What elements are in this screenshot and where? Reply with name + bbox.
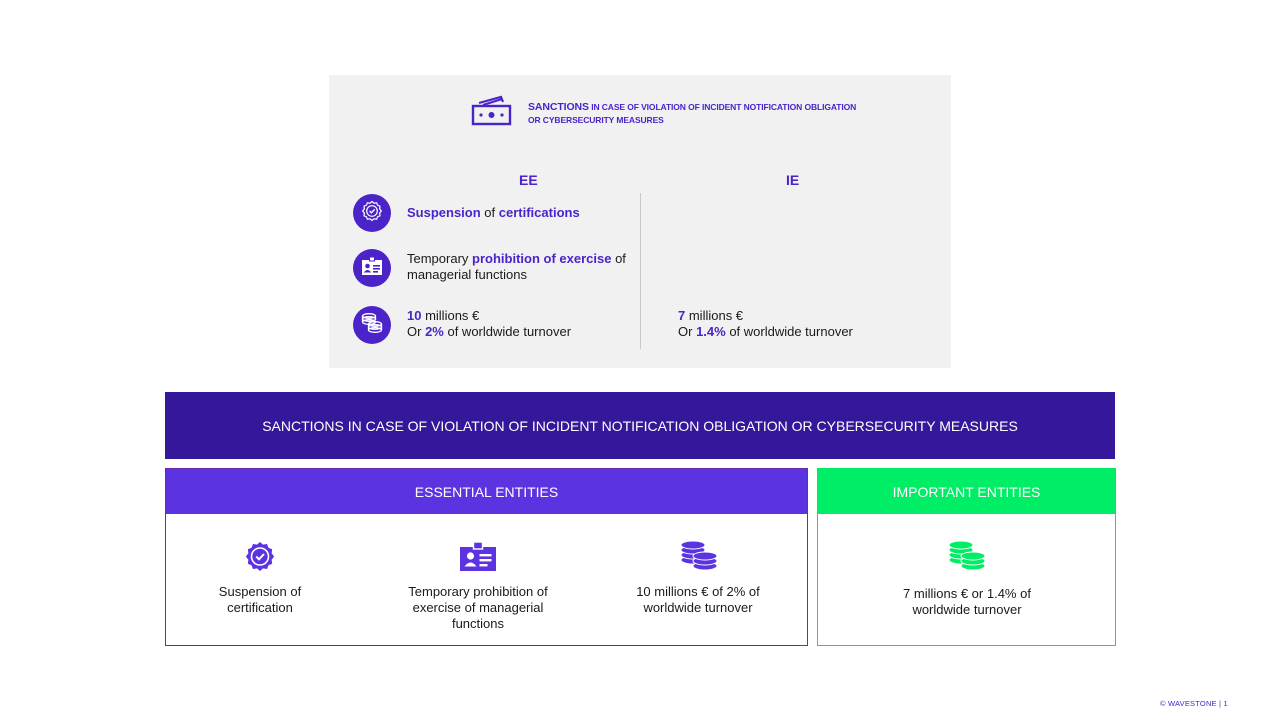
row1-of: of (480, 205, 499, 220)
certified-badge-icon (243, 540, 277, 579)
row3-ee-turnover: of worldwide turnover (443, 324, 572, 339)
important-item-fine: 7 millions € or 1.4% of worldwide turnover (903, 586, 1031, 617)
essential-entities-header (166, 469, 807, 514)
row-fine-ie-text (678, 308, 853, 340)
row-certification-text (407, 205, 580, 221)
card-title (528, 101, 858, 127)
important-entities-box (817, 468, 1116, 646)
column-header-ee: EE (519, 172, 538, 188)
row1-bold-certifications: certifications (498, 205, 580, 220)
prohibition-circle (353, 249, 391, 287)
id-card-icon (361, 256, 383, 281)
row3-ie-turnover: of worldwide turnover (725, 324, 853, 339)
banner-title: SANCTIONS IN CASE OF VIOLATION OF INCIDENT NOTIFICATION OBLIGATION OR CYBERSECURITY MEASURES (262, 417, 1018, 434)
row2-temporary: Temporary (407, 251, 473, 266)
card-title-bold: SANCTIONS (528, 101, 589, 113)
certification-circle (353, 194, 391, 232)
row-prohibition-text (407, 251, 627, 283)
column-header-ie: IE (786, 172, 800, 188)
id-card-icon (460, 541, 496, 576)
coins-icon (679, 540, 719, 577)
essential-item-prohibition: Temporary prohibition of exercise of managerial functions (408, 584, 548, 631)
row3-ee-percent: 2% (425, 324, 444, 339)
footer-copyright: © WAVESTONE | 1 (1160, 699, 1228, 708)
fine-circle (353, 306, 391, 344)
important-entities-title: IMPORTANT ENTITIES (892, 483, 1041, 500)
certified-badge-icon (361, 200, 383, 227)
row3-ee-line1 (407, 308, 571, 324)
row3-ee-amount: 10 (407, 308, 422, 323)
row1-bold-suspension: Suspension (407, 205, 481, 220)
row3-ee-millions: millions € (421, 308, 480, 323)
row3-ie-or: Or (678, 324, 697, 339)
essential-entities-title: ESSENTIAL ENTITIES (414, 483, 559, 500)
sanctions-summary-card (329, 75, 951, 368)
row3-ie-line2 (678, 324, 853, 340)
banknotes-icon (471, 95, 513, 127)
column-divider (640, 193, 641, 349)
important-entities-header (818, 469, 1115, 514)
row2-bold-prohibition: prohibition of exercise (472, 251, 612, 266)
essential-item-suspension: Suspension of certification (218, 584, 302, 615)
row2-rest: of managerial functions (407, 251, 626, 282)
essential-item-fine: 10 millions € of 2% of worldwide turnover (636, 584, 760, 615)
row3-ie-percent: 1.4% (696, 324, 726, 339)
card-title-rest: IN CASE OF VIOLATION OF INCIDENT NOTIFICATION OBLIGATION OR CYBERSECURITY MEASURES (528, 102, 857, 125)
essential-entities-box (165, 468, 808, 646)
row3-ie-millions: millions € (685, 308, 744, 323)
coins-icon (947, 540, 987, 577)
row3-ie-line1 (678, 308, 853, 324)
coins-icon (360, 313, 384, 338)
row3-ee-line2 (407, 324, 571, 340)
row-fine-ee-text (407, 308, 571, 340)
sanctions-banner (165, 392, 1115, 459)
row3-ie-amount: 7 (678, 308, 686, 323)
row3-ee-or: Or (407, 324, 426, 339)
